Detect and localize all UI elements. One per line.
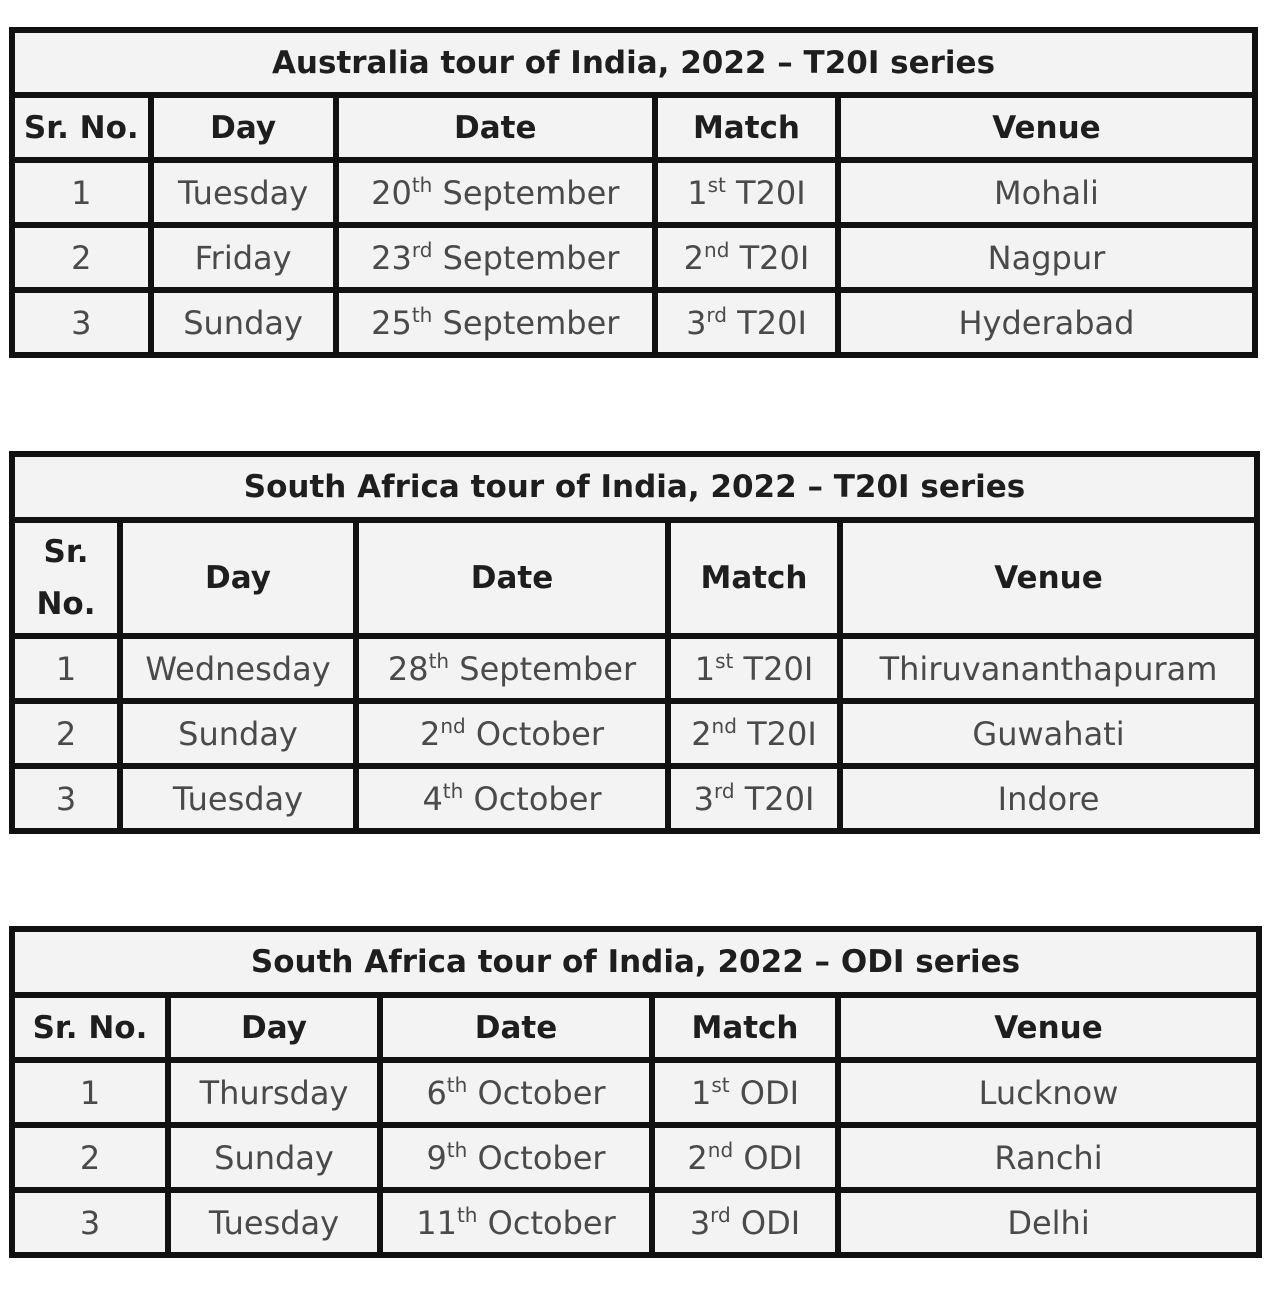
- cell-venue: Indore: [843, 769, 1254, 828]
- cell-venue: Guwahati: [843, 704, 1254, 763]
- column-header-venue: Venue: [841, 998, 1256, 1057]
- cell-sr-no: 1: [15, 639, 117, 698]
- cell-match: [658, 293, 835, 352]
- match-number: 1: [690, 1073, 712, 1112]
- match-ordinal: rd: [706, 302, 727, 327]
- date-ordinal: nd: [440, 713, 466, 738]
- cell-venue: Nagpur: [841, 228, 1252, 287]
- match-type: ODI: [739, 1073, 800, 1112]
- cell-sr-no: 3: [15, 293, 148, 352]
- date-number: 6: [426, 1073, 447, 1112]
- match-ordinal: nd: [704, 237, 730, 262]
- date-number: 9: [426, 1138, 447, 1177]
- cell-sr-no: 2: [15, 704, 117, 763]
- cell-date: [383, 1063, 649, 1122]
- cell-day: Thursday: [171, 1063, 377, 1122]
- cell-match: [655, 1063, 835, 1122]
- date-ordinal: th: [456, 1202, 478, 1227]
- cell-venue: Thiruvananthapuram: [843, 639, 1254, 698]
- cell-day: Tuesday: [154, 163, 333, 222]
- schedule-table-south-africa-odi: [9, 926, 1262, 1258]
- table-row: [15, 769, 1254, 828]
- table-row: [15, 639, 1254, 698]
- date-month: October: [475, 714, 604, 753]
- date-ordinal: th: [411, 172, 433, 197]
- cell-sr-no: 1: [15, 1063, 165, 1122]
- cell-match: [658, 228, 835, 287]
- match-type: ODI: [743, 1138, 803, 1177]
- date-month: October: [477, 1073, 606, 1112]
- cell-venue: Lucknow: [841, 1063, 1256, 1122]
- cell-match: [655, 1128, 835, 1187]
- column-header-match: Match: [671, 523, 837, 633]
- date-ordinal: th: [411, 302, 433, 327]
- match-ordinal: nd: [711, 713, 737, 738]
- cell-day: Sunday: [171, 1128, 377, 1187]
- cell-venue: Delhi: [841, 1193, 1256, 1252]
- date-ordinal: rd: [411, 237, 433, 262]
- table-row: [15, 704, 1254, 763]
- cell-venue: Hyderabad: [841, 293, 1252, 352]
- date-number: 4: [422, 779, 443, 818]
- column-header-venue: Venue: [841, 98, 1252, 157]
- cell-sr-no: 2: [15, 228, 148, 287]
- column-header-venue: Venue: [843, 523, 1254, 633]
- table-row: [15, 163, 1252, 222]
- cell-day: Tuesday: [123, 769, 353, 828]
- match-number: 2: [691, 714, 712, 753]
- cell-match: [671, 769, 837, 828]
- cell-date: [383, 1193, 649, 1252]
- cell-match: [671, 704, 837, 763]
- cell-date: [339, 228, 653, 287]
- header-line: No.: [36, 586, 96, 622]
- match-ordinal: st: [711, 1072, 730, 1097]
- cell-venue: Ranchi: [841, 1128, 1256, 1187]
- match-number: 1: [687, 173, 708, 212]
- match-ordinal: rd: [710, 1202, 731, 1227]
- column-header-day: Day: [154, 98, 333, 157]
- table-title: South Africa tour of India, 2022 – T20I series: [15, 457, 1254, 517]
- cell-sr-no: 3: [15, 1193, 165, 1252]
- table-row: [15, 1128, 1256, 1187]
- date-month: September: [442, 173, 620, 212]
- match-number: 2: [683, 238, 705, 277]
- match-type: T20I: [747, 714, 817, 753]
- header-line: Sr.: [43, 534, 89, 570]
- schedule-table-australia-t20i: [9, 27, 1258, 358]
- column-header-sr-no: Sr. No.: [15, 998, 165, 1057]
- date-month: October: [473, 779, 602, 818]
- column-header-match: Match: [655, 998, 835, 1057]
- date-ordinal: th: [428, 648, 450, 673]
- schedule-table-south-africa-t20i: [9, 451, 1260, 834]
- cell-sr-no: 3: [15, 769, 117, 828]
- date-number: 20: [371, 173, 412, 212]
- match-ordinal: nd: [707, 1137, 734, 1162]
- match-type: T20I: [736, 173, 806, 212]
- cell-date: [359, 769, 665, 828]
- match-type: T20I: [737, 303, 807, 342]
- date-ordinal: th: [446, 1072, 468, 1097]
- column-header-date: Date: [383, 998, 649, 1057]
- date-month: September: [442, 238, 620, 277]
- match-number: 3: [686, 303, 707, 342]
- cell-sr-no: 2: [15, 1128, 165, 1187]
- cell-day: Friday: [154, 228, 333, 287]
- date-number: 23: [371, 238, 412, 277]
- cell-match: [655, 1193, 835, 1252]
- cell-match: [671, 639, 837, 698]
- table-title: South Africa tour of India, 2022 – ODI series: [15, 932, 1256, 992]
- cell-match: [658, 163, 835, 222]
- cell-date: [339, 293, 653, 352]
- date-month: September: [442, 303, 620, 342]
- column-header-sr-no: Sr. No.: [15, 98, 148, 157]
- table-row: [15, 228, 1252, 287]
- column-header-day: Day: [171, 998, 377, 1057]
- match-type: T20I: [739, 238, 810, 277]
- match-ordinal: st: [707, 172, 726, 197]
- date-number: 2: [420, 714, 441, 753]
- cell-day: Sunday: [154, 293, 333, 352]
- cell-date: [359, 704, 665, 763]
- match-ordinal: st: [715, 648, 734, 673]
- date-number: 28: [387, 649, 429, 688]
- date-ordinal: th: [446, 1137, 468, 1162]
- cell-date: [383, 1128, 649, 1187]
- table-row: [15, 293, 1252, 352]
- match-ordinal: rd: [713, 778, 735, 803]
- column-header-day: Day: [123, 523, 353, 633]
- column-header-sr-no: [15, 523, 117, 633]
- cell-venue: Mohali: [841, 163, 1252, 222]
- date-ordinal: th: [442, 778, 464, 803]
- cell-sr-no: 1: [15, 163, 148, 222]
- match-number: 1: [694, 649, 716, 688]
- date-month: October: [487, 1203, 616, 1242]
- cell-day: Wednesday: [123, 639, 353, 698]
- match-type: T20I: [744, 779, 815, 818]
- table-row: [15, 1063, 1256, 1122]
- table-row: [15, 1193, 1256, 1252]
- match-number: 3: [689, 1203, 711, 1242]
- column-header-date: Date: [359, 523, 665, 633]
- cell-day: Sunday: [123, 704, 353, 763]
- table-title: Australia tour of India, 2022 – T20I series: [15, 33, 1252, 92]
- cell-day: Tuesday: [171, 1193, 377, 1252]
- cell-date: [339, 163, 653, 222]
- date-number: 11: [416, 1203, 457, 1242]
- cell-date: [359, 639, 665, 698]
- match-number: 3: [693, 779, 714, 818]
- date-number: 25: [371, 303, 412, 342]
- date-month: October: [477, 1138, 606, 1177]
- match-number: 2: [687, 1138, 708, 1177]
- column-header-date: Date: [339, 98, 653, 157]
- match-type: T20I: [743, 649, 814, 688]
- column-header-match: Match: [658, 98, 835, 157]
- match-type: ODI: [740, 1203, 801, 1242]
- date-month: September: [459, 649, 637, 688]
